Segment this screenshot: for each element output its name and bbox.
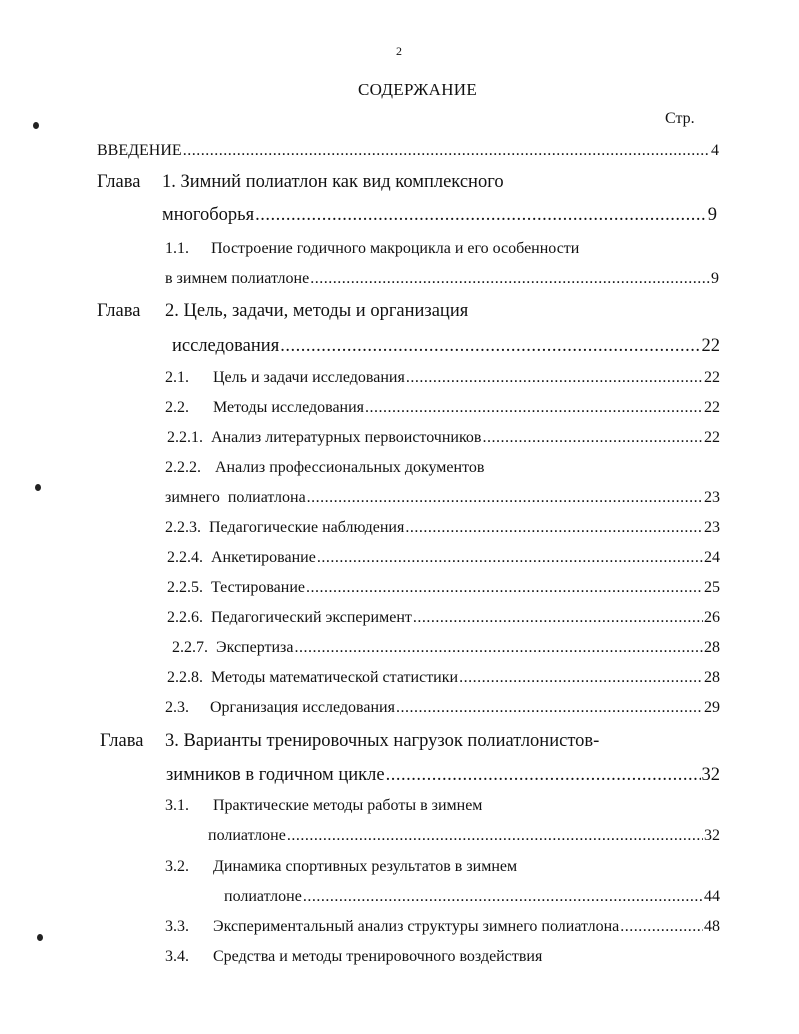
toc-entry-section-2-2-6: [167, 609, 720, 627]
toc-entry-label: Анализ литературных первоисточников: [211, 429, 482, 446]
toc-entry-section-2-2-7: [172, 639, 720, 657]
section-3-1-num: 3.1.: [165, 797, 189, 814]
toc-entry-section-1-1: [165, 270, 719, 288]
dot-leader: [413, 609, 703, 627]
toc-entry-label: Экспертиза: [216, 639, 294, 656]
toc-page-number: 9: [711, 270, 719, 287]
dot-leader: [310, 270, 710, 288]
toc-section-number: 2.2.5.: [167, 579, 203, 596]
toc-entry-label: Педагогические наблюдения: [209, 519, 405, 536]
toc-section-number: 2.2.6.: [167, 609, 203, 626]
toc-page-number: 28: [704, 669, 720, 686]
toc-section-number: 2.2.8.: [167, 669, 203, 686]
toc-page-number: 32: [704, 827, 720, 844]
dot-leader: [294, 639, 703, 657]
toc-entry-label: в зимнем полиатлоне: [165, 270, 310, 287]
toc-section-number: 2.2.1.: [167, 429, 203, 446]
toc-entry-label: Экспериментальный анализ структуры зимнего полиатлона: [213, 918, 620, 935]
section-3-4-title: Средства и методы тренировочного воздействия: [213, 948, 543, 965]
toc-section-number: 2.2.7.: [172, 639, 208, 656]
toc-page-number: 44: [704, 888, 720, 905]
toc-page-number: 22: [701, 336, 720, 356]
toc-entry-section-2-2: [165, 399, 720, 417]
toc-page-number: 4: [711, 142, 719, 159]
dot-leader: [406, 369, 703, 387]
scan-mark-dot: [33, 122, 39, 129]
dot-leader: [307, 489, 703, 507]
toc-entry-label: ВВЕДЕНИЕ: [97, 142, 182, 159]
toc-entry-section-3-3: [165, 918, 720, 936]
toc-page-number: 22: [704, 429, 720, 446]
toc-page-number: 28: [704, 639, 720, 656]
chapter-1-prefix: Глава: [97, 172, 141, 192]
toc-section-number: 3.3.: [165, 918, 189, 935]
toc-entry-label: Организация исследования: [210, 699, 395, 716]
toc-entry-section-2-2-5: [167, 579, 720, 597]
toc-page-number: 29: [704, 699, 720, 716]
toc-entry-section-2-2-3: [165, 519, 720, 537]
chapter-1-title: 1. Зимний полиатлон как вид комплексного: [162, 172, 504, 192]
toc-entry-chapter-2: [172, 336, 720, 357]
toc-entry-label: Методы математической статистики: [211, 669, 459, 686]
section-1-1-title: Построение годичного макроцикла и его особенности: [211, 240, 580, 257]
section-3-2-title: Динамика спортивных результатов в зимнем: [213, 858, 518, 875]
toc-page-number: 32: [701, 765, 720, 785]
chapter-3-title: 3. Варианты тренировочных нагрузок полиатлонистов-: [165, 731, 600, 751]
chapter-3-prefix: Глава: [100, 731, 144, 751]
page-column-label: Стр.: [665, 110, 695, 127]
section-3-2-num: 3.2.: [165, 858, 189, 875]
toc-entry-label: зимнего полиатлона: [165, 489, 306, 506]
scan-mark-dot: [35, 484, 41, 491]
chapter-2-title: 2. Цель, задачи, методы и организация: [165, 301, 469, 321]
toc-entry-section-2-2-2: [165, 489, 720, 507]
dot-leader: [303, 888, 703, 906]
page-title: СОДЕРЖАНИЕ: [358, 80, 478, 99]
dot-leader: [459, 669, 703, 687]
toc-entry-label: Анкетирование: [211, 549, 316, 566]
toc-entry-label: Педагогический эксперимент: [211, 609, 412, 626]
dot-leader: [386, 765, 701, 786]
section-2-2-2-title: Анализ профессиональных документов: [215, 459, 485, 476]
chapter-2-prefix: Глава: [97, 301, 141, 321]
dot-leader: [396, 699, 703, 717]
dot-leader: [317, 549, 703, 567]
toc-page-number: 48: [704, 918, 720, 935]
toc-entry-section-3-2: [224, 888, 720, 906]
toc-entry-section-2-1: [165, 369, 720, 387]
toc-page-number: 26: [704, 609, 720, 626]
dot-leader: [280, 336, 700, 357]
section-3-4-num: 3.4.: [165, 948, 189, 965]
toc-entry-section-3-1: [208, 827, 720, 845]
scan-mark-dot: [37, 934, 43, 941]
toc-entry-label: полиатлоне: [224, 888, 302, 905]
toc-entry-label: зимников в годичном цикле: [166, 765, 385, 785]
toc-entry-label: Методы исследования: [213, 399, 365, 416]
toc-page-number: 25: [704, 579, 720, 596]
dot-leader: [306, 579, 703, 597]
toc-page-number: 22: [704, 399, 720, 416]
toc-page-number: 9: [707, 205, 717, 225]
toc-section-number: 2.3.: [165, 699, 189, 716]
toc-page-number: 23: [704, 519, 720, 536]
toc-entry-label: Тестирование: [211, 579, 305, 596]
toc-section-number: 2.1.: [165, 369, 189, 386]
toc-entry-label: исследования: [172, 336, 280, 356]
toc-entry-section-2-2-4: [167, 549, 720, 567]
toc-entry-section-2-3: [165, 699, 720, 717]
toc-section-number: 2.2.3.: [165, 519, 201, 536]
toc-entry-label: Цель и задачи исследования: [213, 369, 405, 386]
toc-entry-label: полиатлоне: [208, 827, 286, 844]
toc-page-number: 22: [704, 369, 720, 386]
toc-page-number: 24: [704, 549, 720, 566]
toc-entry-section-2-2-1: [167, 429, 720, 447]
toc-entry-chapter-1: [162, 205, 717, 226]
toc-section-number: 2.2.4.: [167, 549, 203, 566]
toc-entry-chapter-3: [166, 765, 720, 786]
dot-leader: [620, 918, 703, 936]
section-3-1-title: Практические методы работы в зимнем: [213, 797, 483, 814]
section-1-1-num: 1.1.: [165, 240, 189, 257]
dot-leader: [365, 399, 703, 417]
dot-leader: [183, 142, 710, 160]
dot-leader: [255, 205, 707, 226]
dot-leader: [482, 429, 703, 447]
dot-leader: [287, 827, 703, 845]
dot-leader: [405, 519, 703, 537]
toc-page-number: 23: [704, 489, 720, 506]
toc-entry-intro: [97, 142, 719, 160]
section-2-2-2-num: 2.2.2.: [165, 459, 201, 476]
toc-entry-label: многоборья: [162, 205, 255, 225]
toc-section-number: 2.2.: [165, 399, 189, 416]
page-number: 2: [396, 44, 402, 58]
toc-entry-section-2-2-8: [167, 669, 720, 687]
